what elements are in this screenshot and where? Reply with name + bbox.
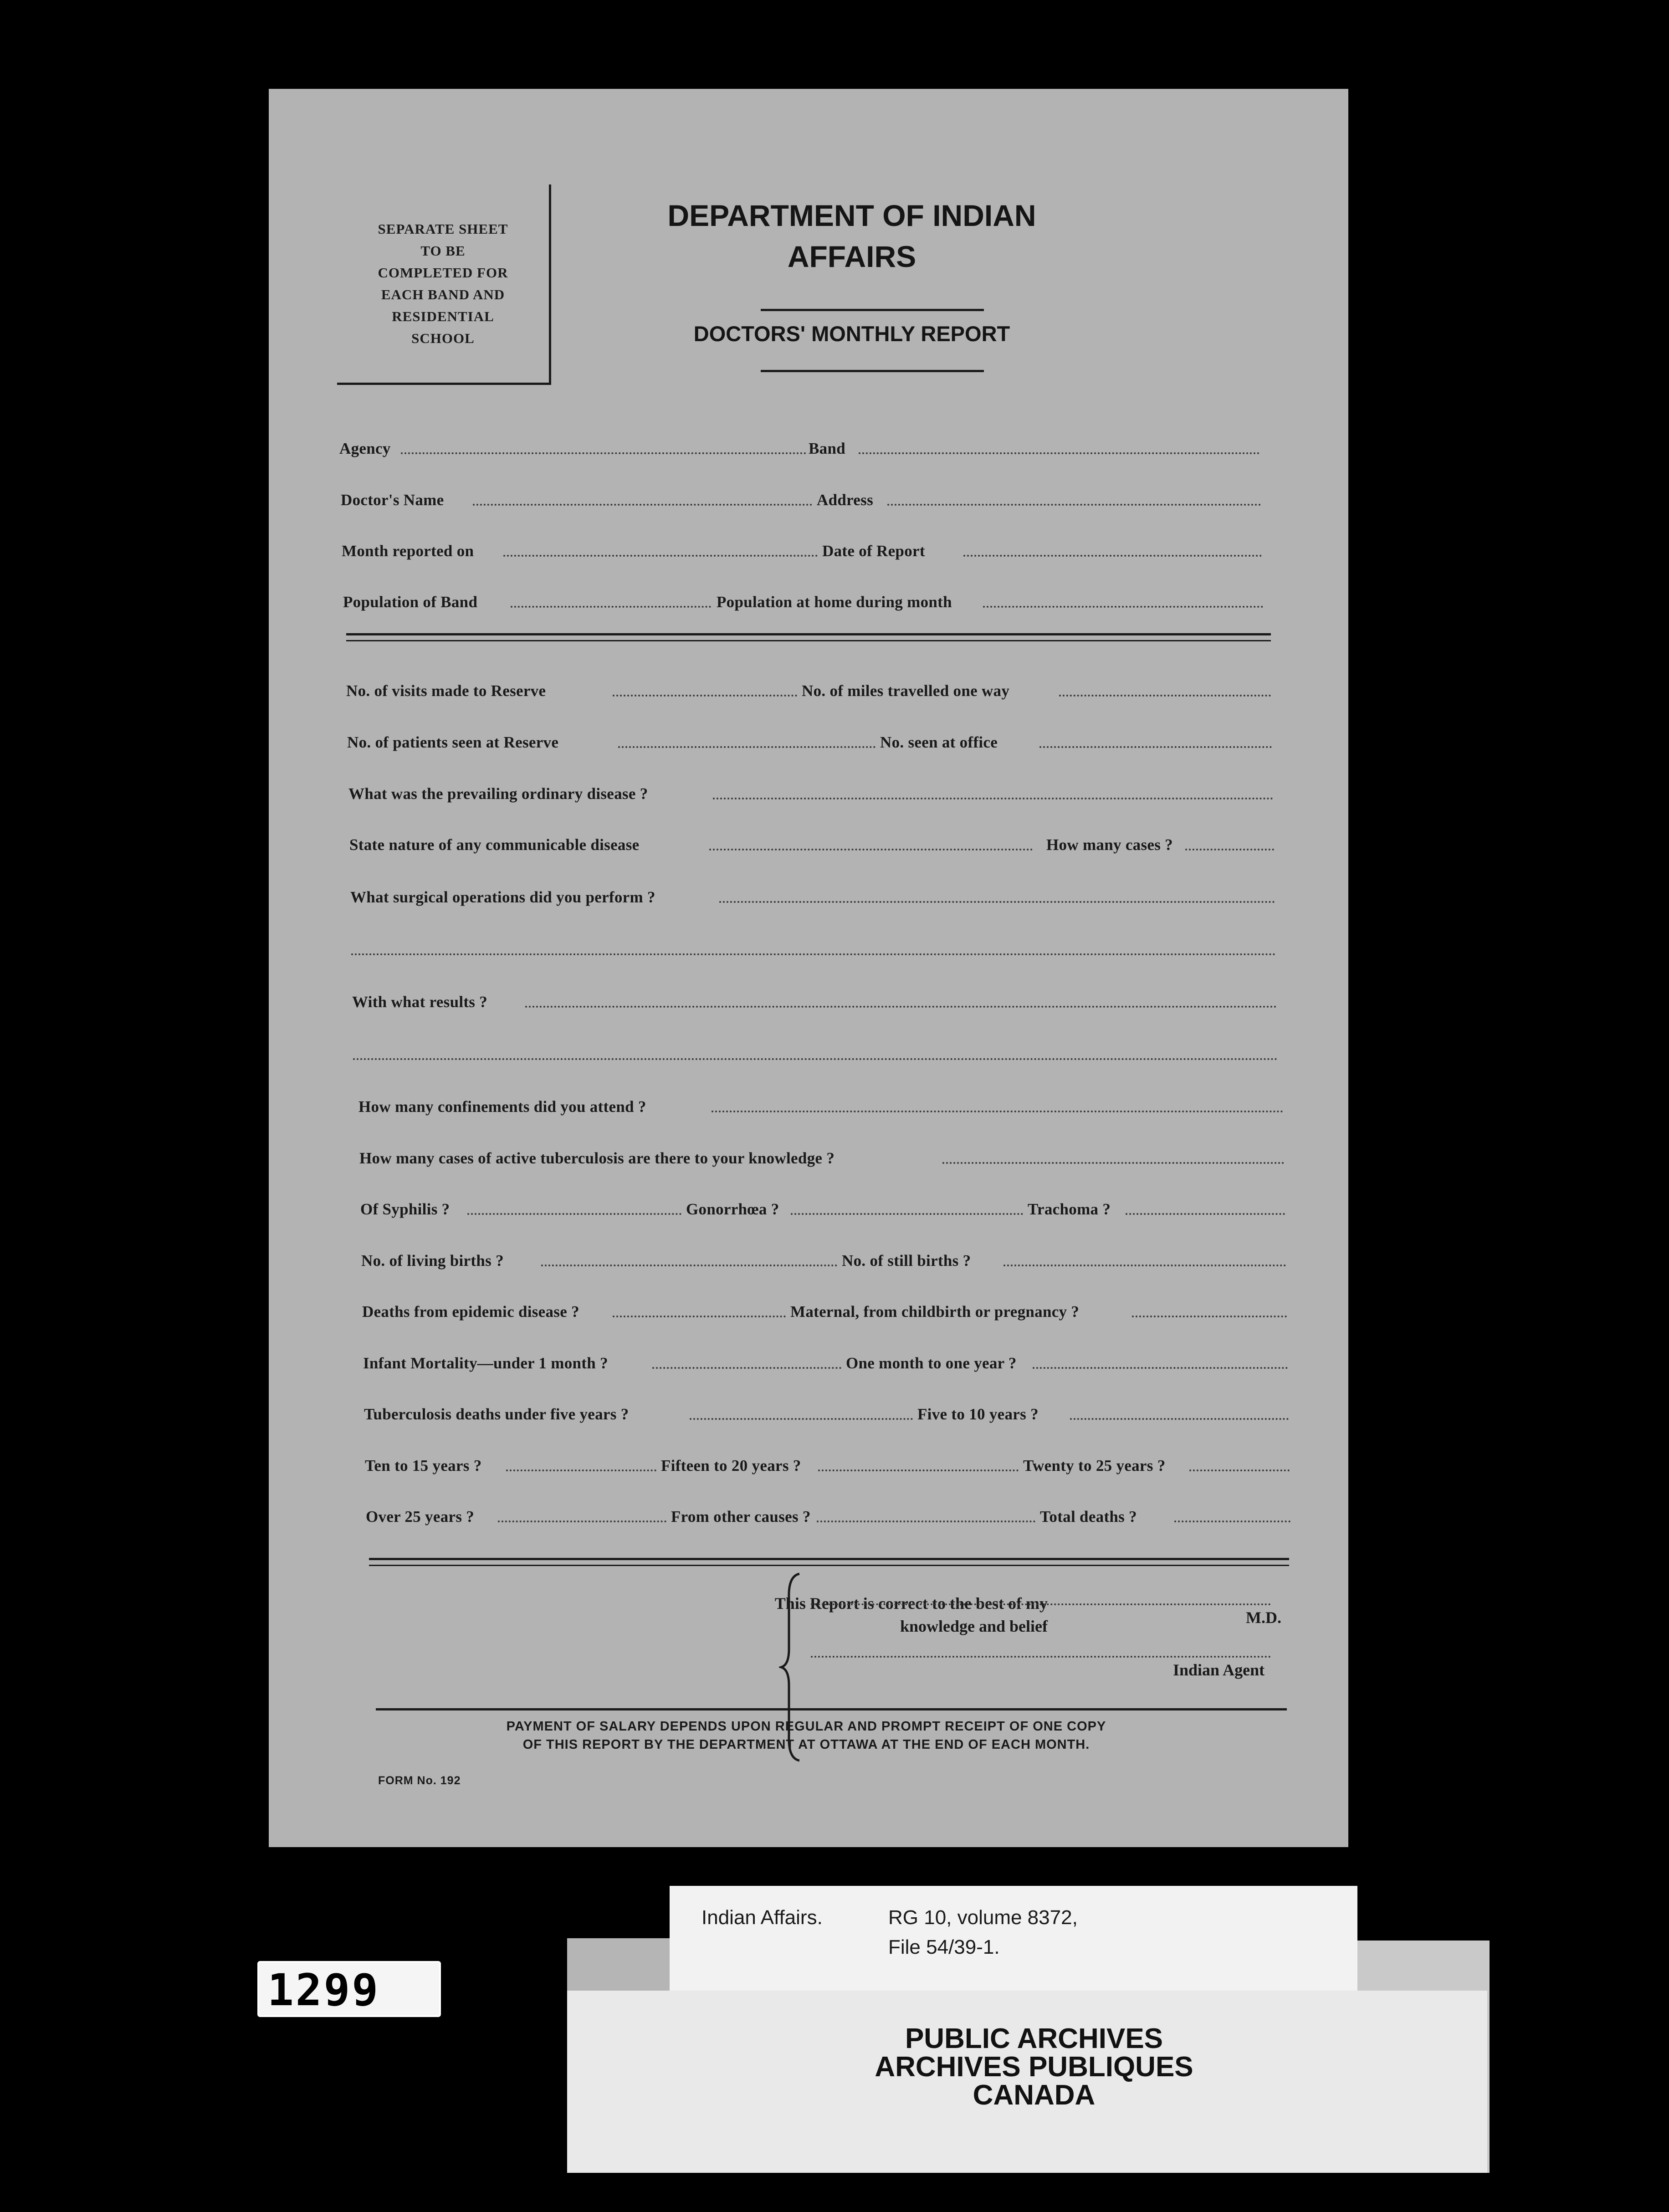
prevailing-disease-row bbox=[348, 780, 1273, 806]
patients-seen-label: No. of patients seen at Reserve bbox=[347, 733, 559, 751]
communicable-disease-row bbox=[349, 831, 1274, 857]
other-causes-field[interactable] bbox=[817, 1521, 1035, 1522]
population-row bbox=[343, 589, 1263, 614]
surgical-operations-row bbox=[350, 884, 1275, 909]
indian-agent-signature-line[interactable] bbox=[811, 1656, 1271, 1658]
notice-line: COMPLETED FOR bbox=[378, 264, 508, 281]
md-label: M.D. bbox=[1246, 1608, 1281, 1627]
tuberculosis-cases-row bbox=[359, 1145, 1284, 1170]
results-field[interactable] bbox=[525, 1006, 1277, 1008]
miles-label: No. of miles travelled one way bbox=[802, 682, 1010, 700]
results-continuation bbox=[353, 1041, 1278, 1066]
gonorrhoea-label: Gonorrhœa ? bbox=[686, 1200, 779, 1218]
living-births-field[interactable] bbox=[541, 1265, 837, 1266]
archive-department: Indian Affairs. bbox=[701, 1906, 823, 1929]
prevailing-disease-field[interactable] bbox=[713, 798, 1273, 799]
fifteen-to-20-label: Fifteen to 20 years ? bbox=[661, 1457, 801, 1475]
tb-deaths-under-five-field[interactable] bbox=[690, 1418, 913, 1420]
notice-line: SEPARATE SHEET bbox=[378, 220, 508, 237]
living-births-label: No. of living births ? bbox=[361, 1252, 504, 1270]
confinements-row bbox=[358, 1093, 1283, 1119]
fifteen-to-20-field[interactable] bbox=[818, 1470, 1019, 1471]
tb-deaths-under-five-label: Tuberculosis deaths under five years ? bbox=[364, 1405, 629, 1423]
surgical-operations-field[interactable] bbox=[719, 901, 1275, 903]
still-births-field[interactable] bbox=[1003, 1265, 1286, 1266]
miles-field[interactable] bbox=[1059, 695, 1271, 696]
payment-line: PAYMENT OF SALARY DEPENDS UPON REGULAR AND PROMPT RECEIPT OF ONE COPY bbox=[506, 1719, 1106, 1734]
deaths-epidemic-row bbox=[362, 1298, 1287, 1324]
seen-at-office-field[interactable] bbox=[1039, 746, 1272, 748]
age-deaths-row bbox=[365, 1452, 1290, 1478]
communicable-disease-label: State nature of any communicable disease bbox=[349, 836, 640, 854]
agency-field[interactable] bbox=[401, 452, 806, 454]
tuberculosis-cases-field[interactable] bbox=[942, 1162, 1284, 1164]
certification-line: knowledge and belief bbox=[900, 1617, 1048, 1635]
results-field-2[interactable] bbox=[353, 1058, 1278, 1060]
surgical-operations-continuation bbox=[351, 936, 1276, 962]
trachoma-label: Trachoma ? bbox=[1028, 1200, 1111, 1218]
population-of-band-label: Population of Band bbox=[343, 593, 478, 611]
infant-mortality-row bbox=[363, 1350, 1288, 1375]
prevailing-disease-label: What was the prevailing ordinary disease ? bbox=[348, 785, 648, 803]
communicable-disease-field[interactable] bbox=[709, 849, 1033, 850]
births-row bbox=[361, 1247, 1286, 1273]
ten-to-15-field[interactable] bbox=[506, 1470, 656, 1471]
venereal-row bbox=[360, 1196, 1285, 1221]
subtitle-rule bbox=[761, 370, 984, 372]
how-many-cases-field[interactable] bbox=[1185, 849, 1274, 850]
band-field[interactable] bbox=[859, 452, 1259, 454]
indian-agent-label: Indian Agent bbox=[1173, 1661, 1265, 1679]
infant-mortality-label: Infant Mortality—under 1 month ? bbox=[363, 1354, 608, 1372]
payment-notice bbox=[419, 1717, 1193, 1754]
patients-row bbox=[347, 729, 1272, 754]
still-births-label: No. of still births ? bbox=[842, 1252, 971, 1270]
population-of-band-field[interactable] bbox=[511, 606, 711, 608]
address-label: Address bbox=[817, 491, 873, 509]
notice-line: RESIDENTIAL bbox=[392, 308, 494, 324]
surgical-operations-field-2[interactable] bbox=[351, 953, 1276, 955]
md-signature-line[interactable] bbox=[811, 1603, 1271, 1605]
gonorrhoea-field[interactable] bbox=[791, 1213, 1023, 1215]
agency-label: Agency bbox=[339, 440, 391, 457]
department-title: DEPARTMENT OF INDIAN bbox=[667, 199, 1036, 232]
over-25-label: Over 25 years ? bbox=[366, 1508, 475, 1526]
section-rule-top-2 bbox=[346, 640, 1271, 641]
one-month-one-year-label: One month to one year ? bbox=[846, 1354, 1017, 1372]
archives-country: CANADA bbox=[973, 2079, 1096, 2111]
ten-to-15-label: Ten to 15 years ? bbox=[365, 1457, 482, 1475]
payment-line: OF THIS REPORT BY THE DEPARTMENT AT OTTAWA AT THE END OF EACH MONTH. bbox=[522, 1737, 1090, 1752]
one-month-one-year-field[interactable] bbox=[1033, 1367, 1288, 1369]
infant-mortality-field[interactable] bbox=[652, 1367, 841, 1369]
section-rule-top bbox=[346, 633, 1271, 635]
doctor-name-field[interactable] bbox=[473, 504, 812, 506]
doctor-address-row bbox=[341, 486, 1261, 512]
date-of-report-field[interactable] bbox=[963, 555, 1262, 557]
address-field[interactable] bbox=[887, 504, 1261, 506]
other-causes-label: From other causes ? bbox=[671, 1508, 811, 1526]
visits-row bbox=[346, 677, 1271, 703]
certification-line: This Report is correct to the best of my bbox=[774, 1594, 1048, 1613]
month-date-row bbox=[342, 538, 1262, 563]
visits-field[interactable] bbox=[613, 695, 797, 696]
deaths-epidemic-field[interactable] bbox=[613, 1316, 786, 1317]
maternal-label: Maternal, from childbirth or pregnancy ? bbox=[790, 1303, 1080, 1321]
maternal-field[interactable] bbox=[1132, 1316, 1287, 1317]
date-of-report-label: Date of Report bbox=[822, 542, 925, 560]
total-deaths-row bbox=[366, 1503, 1290, 1529]
archives-fr: ARCHIVES PUBLIQUES bbox=[875, 2051, 1193, 2083]
confinements-field[interactable] bbox=[712, 1111, 1283, 1112]
notice-line: EACH BAND AND bbox=[381, 286, 505, 302]
total-deaths-label: Total deaths ? bbox=[1040, 1508, 1137, 1526]
separate-sheet-notice bbox=[337, 184, 551, 385]
surgical-operations-label: What surgical operations did you perform ? bbox=[350, 888, 655, 906]
confinements-label: How many confinements did you attend ? bbox=[358, 1098, 646, 1116]
deaths-epidemic-label: Deaths from epidemic disease ? bbox=[362, 1303, 579, 1321]
seen-at-office-label: No. seen at office bbox=[880, 733, 998, 751]
trachoma-field[interactable] bbox=[1126, 1213, 1285, 1215]
frame-number: 1299 bbox=[267, 1965, 380, 2016]
syphilis-label: Of Syphilis ? bbox=[360, 1200, 450, 1218]
five-to-ten-field[interactable] bbox=[1070, 1418, 1289, 1420]
certification-text bbox=[610, 1592, 1048, 1638]
archives-en: PUBLIC ARCHIVES bbox=[905, 2023, 1163, 2054]
notice-line: SCHOOL bbox=[411, 330, 475, 346]
report-subtitle: DOCTORS' MONTHLY REPORT bbox=[693, 322, 1010, 346]
notice-line: TO BE bbox=[420, 242, 466, 259]
tuberculosis-cases-label: How many cases of active tuberculosis are there to your knowledge ? bbox=[359, 1149, 835, 1167]
title-rule bbox=[761, 309, 984, 311]
over-25-field[interactable] bbox=[498, 1521, 666, 1522]
total-deaths-field[interactable] bbox=[1174, 1521, 1290, 1522]
microfilm-frame-counter bbox=[257, 1961, 441, 2017]
results-row bbox=[352, 988, 1277, 1014]
syphilis-field[interactable] bbox=[467, 1213, 681, 1215]
visits-label: No. of visits made to Reserve bbox=[346, 682, 546, 700]
form-number: FORM No. 192 bbox=[378, 1774, 461, 1787]
footer-rule bbox=[376, 1708, 1287, 1710]
agency-band-row bbox=[339, 435, 1259, 461]
form-sheet bbox=[269, 89, 1348, 1847]
five-to-ten-label: Five to 10 years ? bbox=[917, 1405, 1039, 1423]
month-reported-label: Month reported on bbox=[342, 542, 474, 560]
patients-seen-field[interactable] bbox=[618, 746, 875, 748]
tb-deaths-row bbox=[364, 1401, 1289, 1426]
twenty-to-25-field[interactable] bbox=[1189, 1470, 1290, 1471]
band-label: Band bbox=[809, 440, 845, 457]
doctor-name-label: Doctor's Name bbox=[341, 491, 444, 509]
population-at-home-label: Population at home during month bbox=[717, 593, 952, 611]
population-at-home-field[interactable] bbox=[983, 606, 1263, 608]
twenty-to-25-label: Twenty to 25 years ? bbox=[1023, 1457, 1166, 1475]
how-many-cases-label: How many cases ? bbox=[1046, 836, 1173, 854]
section-rule-bottom bbox=[369, 1558, 1289, 1560]
section-rule-bottom-2 bbox=[369, 1565, 1289, 1566]
archive-reference-line2: File 54/39-1. bbox=[888, 1936, 1000, 1958]
results-label: With what results ? bbox=[352, 993, 488, 1011]
archive-reference-line1: RG 10, volume 8372, bbox=[888, 1906, 1078, 1929]
department-title-line2: AFFAIRS bbox=[787, 240, 916, 273]
month-reported-field[interactable] bbox=[503, 555, 818, 557]
